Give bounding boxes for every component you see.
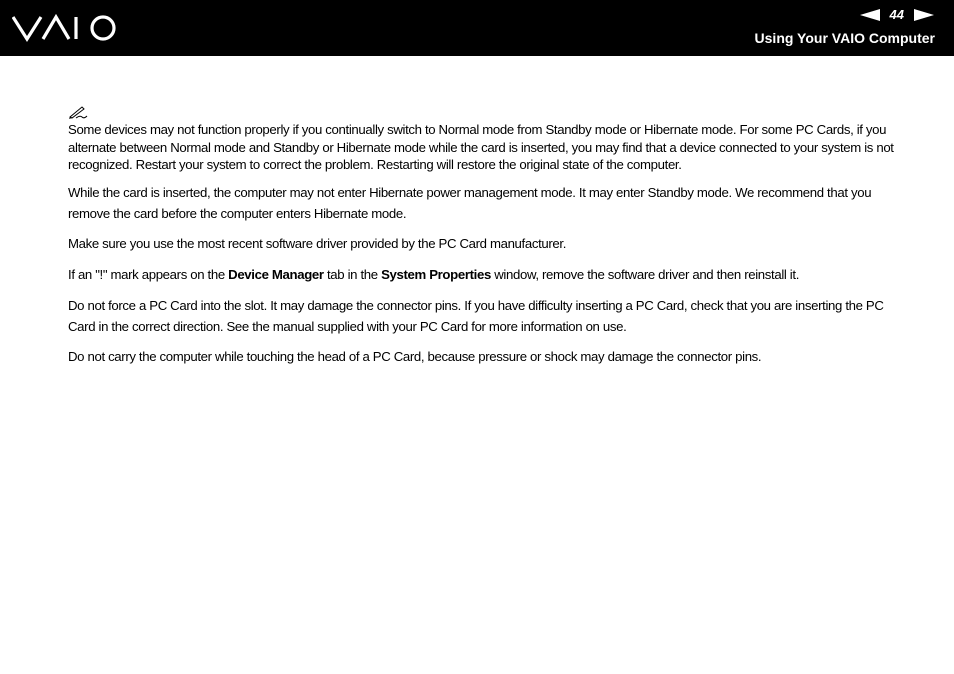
text-segment: If an "!" mark appears on the <box>68 266 229 282</box>
page-content <box>68 105 914 376</box>
text-segment: tab in the <box>323 266 382 282</box>
triangle-left-icon[interactable] <box>860 8 880 22</box>
paragraph-carry: Do not carry the computer while touching the head of a PC Card, because pressure or shock may damage the connector pins. <box>68 348 762 364</box>
paragraph-hibernate: While the card is inserted, the computer may not enter Hibernate power management mode. It may enter Standby mode. We recommend that you remove the card before the computer enters Hibernate mode. <box>68 184 872 221</box>
page-number: 44 <box>889 7 904 22</box>
pencil-note-icon <box>68 105 88 119</box>
paragraph-driver: Make sure you use the most recent software driver provided by the PC Card manufacturer. <box>68 235 567 251</box>
page-header <box>0 0 954 56</box>
paragraph-device-manager <box>68 264 914 285</box>
note-text: Some devices may not function properly if you continually switch to Normal mode from Standby mode or Hibernate mode. For some PC Cards, if you alternate between Normal mode and Standby or Hibernate mode while the card is inserted, you may find that a device connected to your system is not recognized. Restart your system to correct the problem. Restarting will restore the original state of the computer. <box>68 122 894 172</box>
page-navigation <box>860 7 934 23</box>
paragraph-force: Do not force a PC Card into the slot. It may damage the connector pins. If you have difficulty inserting a PC Card, check that you are inserting the PC Card in the correct direction. See the manual supplied with your PC Card for more information on use. <box>68 297 884 334</box>
text-segment: window, remove the software driver and then reinstall it. <box>490 266 800 282</box>
section-title: Using Your VAIO Computer <box>754 30 935 46</box>
vaio-logo <box>12 14 120 42</box>
device-manager-label: Device Manager <box>228 266 324 282</box>
triangle-right-icon[interactable] <box>914 8 934 22</box>
system-properties-label: System Properties <box>381 266 491 282</box>
